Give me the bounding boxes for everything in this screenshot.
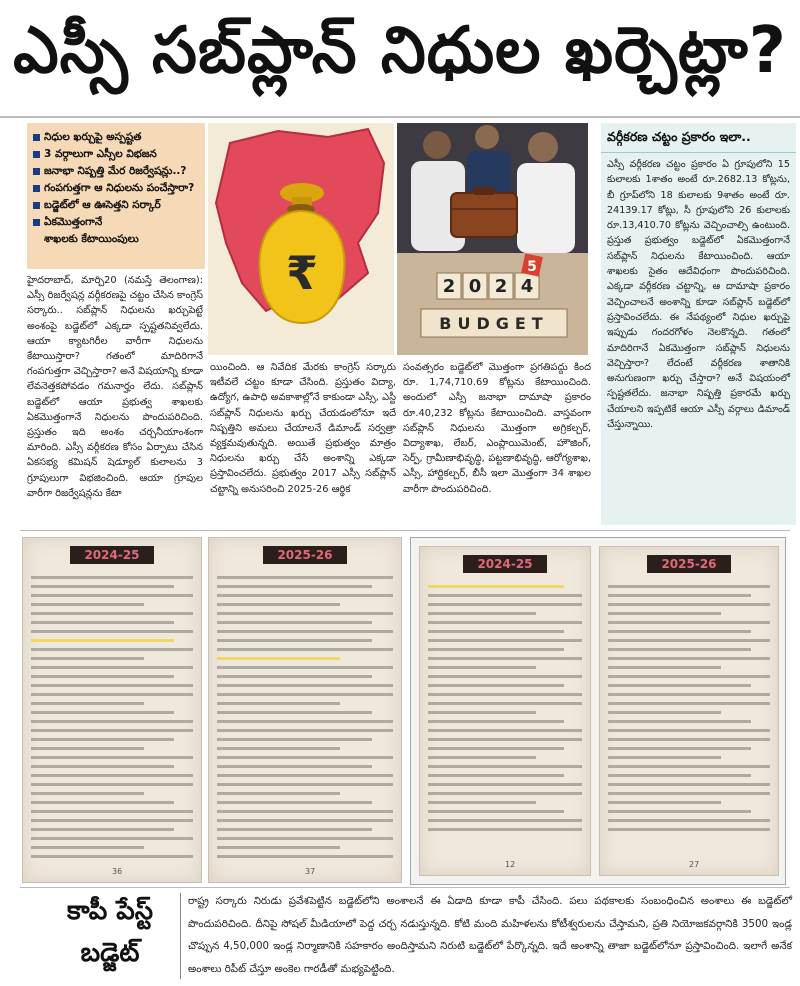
document-year-tag: 2024-25 [463,555,546,573]
key-points-box [27,123,205,269]
telangana-map-money-bag-image [208,123,394,355]
section-divider [20,530,790,531]
year-flip-digit: 5 [527,259,537,275]
budget-document-2025-26-page [208,537,402,883]
document-year-tag: 2024-25 [70,546,153,564]
document-page-number: 12 [505,860,516,869]
copy-paste-label-line1: కాపీ పేస్ట్ [66,896,153,926]
document-year-tag: 2025-26 [647,555,730,573]
bullet-square-icon [33,168,40,175]
bullet-square-icon [33,151,40,158]
year-digit-3: 2 [494,276,508,297]
bullet-square-icon [33,134,40,141]
bullet-square-icon [33,219,40,226]
key-point: జనాభా నిష్పత్తి మేర రిజర్వేషన్లు..? [33,163,201,180]
telangana-map-icon [208,123,394,355]
headline: ఎస్సీ సబ్‌ప్లాన్ నిధుల ఖర్చెట్లా? [0,0,800,118]
classification-sidebar [601,123,796,525]
copy-paste-budget-label [50,890,170,982]
budget-document-comparison-frame [410,537,786,885]
sidebar-title: వర్గీకరణ చట్టం ప్రకారం ఇలా.. [601,123,796,153]
year-digit-2: 0 [468,276,482,297]
sidebar-body: ఎస్సీ వర్గీకరణ చట్టం ప్రకారం ఏ గ్రూపులోని 15 కులాలకు 1శాతం అంటే రూ.2682.13 కోట్లను, బీ గ్రూప్‌లోని 18 కులాలకు 9శాతం అంటే రూ. 24139.17 కోట్లు, సీ గ్రూపులోని 26 కులాలకు రూ.13,410.70 కోట్లను వెచ్చించాల్సి ఉంటుంది. ప్రస్తుత ప్రభుత్వం బడ్జెట్‌లో ఏకమొత్తంగానే సబ్‌ప్లాన్ నిధులను కేటాయించింది. ఆయా శాఖలకు సైతం ఆదేవిధంగా పొందుపరిచింది. ఎక్కడా వర్గీకరణ చట్టాన్ని, ఆ దామాషా ప్రకారం వెచ్చించాలనే అంశాన్ని కూడా సబ్‌ప్లాన్ బడ్జెట్‌లో ప్రస్తావించలేదు. ఈ నేపథ్యంలో నిధుల ఖర్చుపై ఇప్పుడు గందరగోళం నెలకొన్నది. గతంలో మాదిరిగానే ఏకమొత్తంగా సబ్‌ప్లాన్ నిధులను వెచ్చిస్తారా? లేదంటే వర్గీకరణ శాతానికి అనుగుణంగా ఖర్చు చేస్తారా? అనే విషయంలో స్పష్టతలేదు. జనాభా నిష్పత్తి ప్రకారమే ఖర్చు చేయాలని ఇప్పటికే ఆయా ఎస్సీ వర్గాలు డిమాండ్ చేస్తున్నాయి. [607,159,790,431]
article-column-3: సంవత్సరం బడ్జెట్‌లో మొత్తంగా ప్రగతిపద్దు కింద రూ. 1,74,710.69 కోట్లను కేటాయించింది. అందులో ఎస్సీ జనాభా దామాషా ప్రకారం రూ.40,232 కోట్లను కేటాయించింది. వాస్తవంగా సబ్‌ప్లాన్ నిధులను మొత్తంగా అగ్రికల్చర్, విద్యాశాఖ, లేబర్, ఎంప్లాయిమెంట్, హౌజింగ్, సెర్ప్, గ్రామీణాభివృద్ధి, పట్టణాభివృద్ధి, ఆరోగ్యశాఖ, ఎస్సీ, హార్టికల్చర్, బీసీ ఇలా మొత్తంగా 34 శాఖల వారీగా పొందుపరిచింది. [403,362,591,495]
rupee-symbol: ₹ [285,246,319,300]
budget-photo-image [397,123,588,355]
copy-paste-label-line2: బడ్జెట్ [80,938,140,968]
document-page-number: 36 [112,867,123,876]
article-column-1: హైదరాబాద్, మార్చి20 (నమస్తే తెలంగాణ): ఎస్సీ రిజర్వేషన్ల వర్గీకరణపై చట్టం చేసిన కాంగ్రెస్ సర్కారు.. సబ్‌ప్లాన్ నిధులను ఖర్చుపెట్టే అంశంపై బడ్జెట్‌లో ఎక్కడా స్పష్టతనివ్వలేదు. ఆయా క్యాటగిరీల వారీగా నిధులను కేటాయిస్తారా? గతంలో మాదిరిగానే గంపగుత్తగా వెచ్చిస్తారా? అనే విషయాన్ని కూడా లేవనెత్తకపోవడం గమనార్హం లేదు. సబ్‌ప్లాన్ బడ్జెట్‌లో ఆయా ప్రభుత్వ శాఖలకు ఏకమొత్తంగానే నిధులను పొందుపరిచింది. ప్రస్తుతం ఇది అంశం చర్చనీయాంశంగా మారింది. ఎస్సీ వర్గీకరణ కోసం ఏర్పాటు చేసిన ఏకసభ్య కమిషన్ షెడ్యూల్ కులాలను 3 గ్రూపులుగా విభజించింది. ఆయా గ్రూపుల వారీగా రిజర్వేషన్లను కేటా [27,275,203,499]
year-digit-1: 2 [442,276,456,297]
budget-document-2024-25-page [22,537,202,883]
budget-word: BUDGET [439,314,549,333]
key-point: నిధుల ఖర్చుపై అస్పష్టత [33,129,201,146]
key-point-continuation: శాఖలకు కేటాయింపులు [44,233,139,245]
bullet-square-icon [33,185,40,192]
budget-document-2024-25-page [419,546,591,876]
bullet-square-icon [33,202,40,209]
key-point: గంపగుత్తగా ఆ నిధులను పంచేస్తారా? [33,180,201,197]
key-point: 3 వర్గాలుగా ఎస్సీల విభజన [33,146,201,163]
article-column-2: యించింది. ఆ నివేదిక మేరకు కాంగ్రెస్ సర్కారు ఇటీవలే చట్టం కూడా చేసింది. ప్రస్తుతం విద్యా, ఉద్యోగ, ఉపాధి అవకాశాల్లోనే కాకుండా ఎస్సీ, ఎస్టీ సబ్‌ప్లాన్ నిధులను ఖర్చు చేయడంలోనూ ఇదే నిష్పత్తిని అమలు చేయాలనే డిమాండ్ సర్వత్రా వ్యక్తమవుతున్నది. అయితే ప్రభుత్వం మాత్రం నిధులను ఖర్చు చేసే అంశాన్ని ఎక్కడా ప్రస్తావించలేదు. ప్రభుత్వం 2017 ఎస్సీ సబ్‌ప్లాన్ చట్టాన్ని అనుసరించి 2025-26 ఆర్థిక [210,362,396,495]
document-page-number: 27 [689,860,700,869]
vertical-divider [180,893,181,979]
key-point: బడ్జెట్‌లో ఆ ఊసెత్తని సర్కార్ [33,197,201,214]
section-divider [20,887,790,888]
copy-paste-budget-text: రాష్ట్ర సర్కారు నిరుడు ప్రవేశపెట్టిన బడ్జెట్‌లోని అంశాలనే ఈ ఏడాది కూడా కాపీ చేసింది. పలు పథకాలకు సంబంధించిన అంశాలు ఈ బడ్జెట్‌లో పొందుపరిచింది. దీనిపై సోషల్ మీడియాలో పెద్ద చర్చ నడుస్తున్నది. కోటి మంది మహిళలను కోటీశ్వరులను చేస్తామని, ప్రతి నియోజకవర్గానికి 3500 ఇండ్ల చొప్పున 4,50,000 ఇండ్ల నిర్మాణానికి సహకారం అందిస్తామని నిరుటి బడ్జెట్‌లో పేర్కొన్నది. ఇదే అంశాన్ని తాజా బడ్జెట్‌లోనూ ప్రస్తావించింది. ఇలాగే అనేక అంశాలు రిపీట్ చేస్తూ అంకెల గారడీతో మభ్యపెట్టింది. [188,895,792,975]
budget-briefcase-icon [397,123,588,355]
document-page-number: 37 [305,867,316,876]
key-point: ఏకమొత్తంగానే [33,214,201,231]
year-digit-4: 4 [520,276,534,297]
budget-document-2025-26-page [599,546,779,876]
document-year-tag: 2025-26 [263,546,346,564]
